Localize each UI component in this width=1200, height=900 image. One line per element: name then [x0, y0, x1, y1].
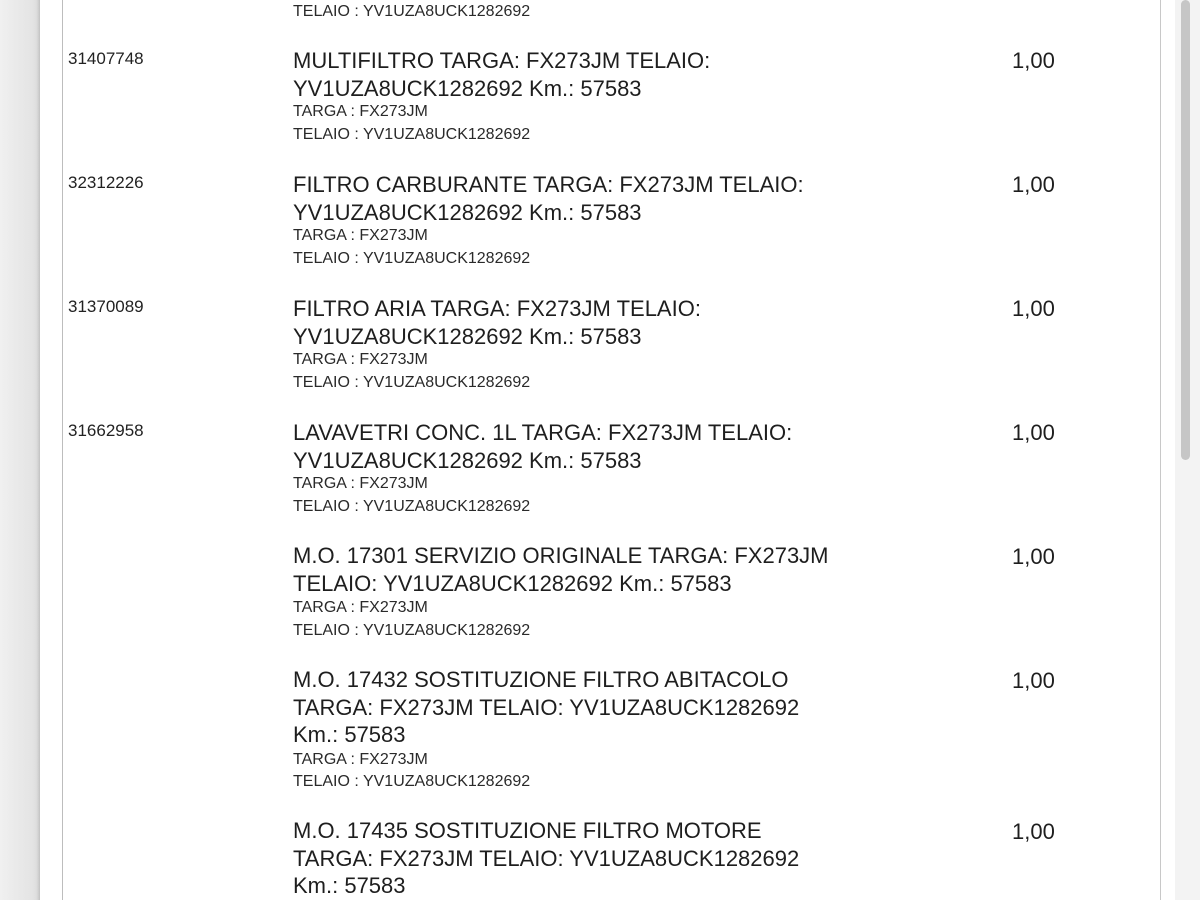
item-description-line-2: TARGA: FX273JM TELAIO: YV1UZA8UCK1282692 [293, 846, 800, 871]
item-quantity: 1,00 [1012, 420, 1055, 445]
item-telaio: TELAIO : YV1UZA8UCK1282692 [293, 250, 531, 267]
item-description-line-2: TARGA: FX273JM TELAIO: YV1UZA8UCK1282692 [293, 695, 800, 720]
item-description-line-2: YV1UZA8UCK1282692 Km.: 57583 [293, 76, 642, 101]
item-telaio: TELAIO : YV1UZA8UCK1282692 [293, 773, 531, 790]
item-description-line-3: Km.: 57583 [293, 722, 406, 747]
top-fragment-telaio: TELAIO : YV1UZA8UCK1282692 [293, 3, 531, 20]
item-description-line-1: M.O. 17435 SOSTITUZIONE FILTRO MOTORE [293, 818, 762, 843]
item-targa: TARGA : FX273JM [293, 475, 428, 492]
item-description-line-3: Km.: 57583 [293, 873, 406, 898]
scrollbar-thumb[interactable] [1181, 0, 1190, 460]
item-quantity: 1,00 [1012, 172, 1055, 197]
item-telaio: TELAIO : YV1UZA8UCK1282692 [293, 374, 531, 391]
item-description-line-2: TELAIO: YV1UZA8UCK1282692 Km.: 57583 [293, 571, 732, 596]
item-description-line-2: YV1UZA8UCK1282692 Km.: 57583 [293, 324, 642, 349]
page-left-rule [62, 0, 63, 900]
page-right-rule [1160, 0, 1161, 900]
item-quantity: 1,00 [1012, 296, 1055, 321]
item-targa: TARGA : FX273JM [293, 103, 428, 120]
item-code: 31407748 [68, 49, 144, 68]
item-quantity: 1,00 [1012, 544, 1055, 569]
item-code: 32312226 [68, 173, 144, 192]
item-telaio: TELAIO : YV1UZA8UCK1282692 [293, 622, 531, 639]
item-quantity: 1,00 [1012, 48, 1055, 73]
item-targa: TARGA : FX273JM [293, 227, 428, 244]
item-description-line-2: YV1UZA8UCK1282692 Km.: 57583 [293, 200, 642, 225]
item-targa: TARGA : FX273JM [293, 599, 428, 616]
item-quantity: 1,00 [1012, 819, 1055, 844]
item-description-line-1: FILTRO CARBURANTE TARGA: FX273JM TELAIO: [293, 172, 804, 197]
item-description-line-2: YV1UZA8UCK1282692 Km.: 57583 [293, 448, 642, 473]
item-telaio: TELAIO : YV1UZA8UCK1282692 [293, 126, 531, 143]
viewer-gutter [0, 0, 40, 900]
item-description-line-1: M.O. 17432 SOSTITUZIONE FILTRO ABITACOLO [293, 667, 789, 692]
item-description-line-1: MULTIFILTRO TARGA: FX273JM TELAIO: [293, 48, 711, 73]
item-code: 31662958 [68, 421, 144, 440]
item-description-line-1: FILTRO ARIA TARGA: FX273JM TELAIO: [293, 296, 701, 321]
item-code: 31370089 [68, 297, 144, 316]
item-description-line-1: LAVAVETRI CONC. 1L TARGA: FX273JM TELAIO: [293, 420, 793, 445]
item-telaio: TELAIO : YV1UZA8UCK1282692 [293, 498, 531, 515]
item-quantity: 1,00 [1012, 668, 1055, 693]
item-targa: TARGA : FX273JM [293, 751, 428, 768]
item-description-line-1: M.O. 17301 SERVIZIO ORIGINALE TARGA: FX273JM [293, 543, 829, 568]
item-targa: TARGA : FX273JM [293, 351, 428, 368]
